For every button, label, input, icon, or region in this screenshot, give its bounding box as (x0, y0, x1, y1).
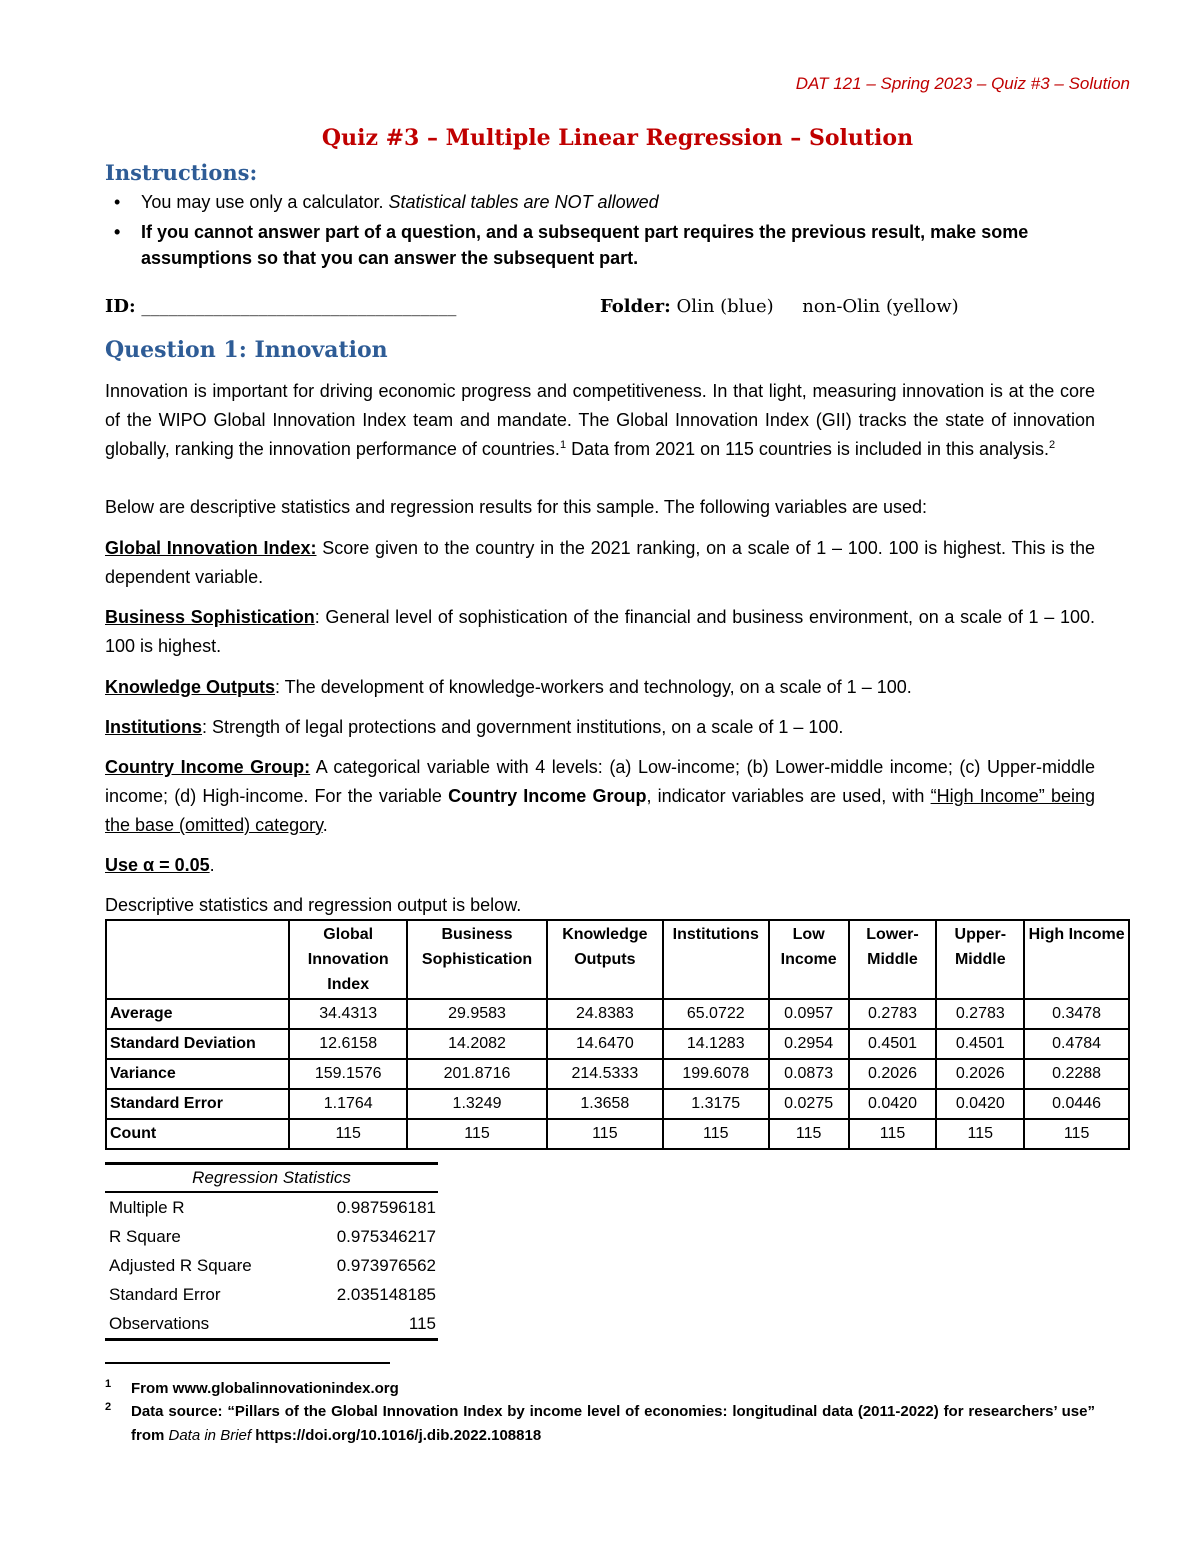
table-cell: 29.9583 (407, 999, 547, 1029)
table-cell: 0.2026 (849, 1059, 937, 1089)
table-intro: Descriptive statistics and regression output is below. (105, 895, 522, 915)
alpha-value: Use α = 0.05 (105, 855, 210, 875)
punctuation: . (322, 815, 328, 835)
row-header: Average (106, 999, 289, 1029)
table-cell: 159.1576 (289, 1059, 407, 1089)
table-cell: 0.0420 (849, 1089, 937, 1119)
table-cell: 0.3478 (1024, 999, 1129, 1029)
table-cell: 1.3249 (407, 1089, 547, 1119)
table-cell: 214.5333 (547, 1059, 663, 1089)
variable-term: Global Innovation Index: (105, 538, 317, 558)
intro-paragraph (105, 377, 1095, 464)
variable-desc: Score given to the country in the 2021 ranking, on a scale of 1 – 100. 100 is highest. This is the dependent variable. (105, 538, 1095, 587)
variable-term: Business Sophistication (105, 607, 315, 627)
row-header: Standard Error (106, 1089, 289, 1119)
table-row (106, 999, 1129, 1029)
footnote-2 (105, 1400, 1095, 1448)
column-header: Institutions (663, 920, 769, 999)
variable-emphasis: Country Income Group (448, 786, 647, 806)
intro-text: Innovation is important for driving economic progress and competitiveness. In that light, measuring innovation is at the core of the WIPO Global Innovation Index team and mandate. The Global Innovation Index (GII) tracks the state of innovation globally, ranking the innovation performance of countries. (105, 381, 1095, 459)
doi-link[interactable]: https://doi.org/10.1016/j.dib.2022.108818 (251, 1427, 542, 1444)
table-cell: 0.0446 (1024, 1089, 1129, 1119)
alpha-line (105, 851, 1095, 880)
table-cell: 12.6158 (289, 1029, 407, 1059)
column-header: Global Innovation Index (289, 920, 407, 999)
folder-label: Folder: (600, 296, 671, 317)
table-cell: 14.1283 (663, 1029, 769, 1059)
column-header: Low Income (769, 920, 849, 999)
table-cell: 1.1764 (289, 1089, 407, 1119)
regression-caption: Regression Statistics (105, 1165, 438, 1193)
id-blank: ___________________________________ (141, 296, 457, 317)
row-header: Variance (106, 1059, 289, 1089)
variable-knowledge (105, 673, 1095, 702)
instruction-text: You may use only a calculator. (141, 192, 389, 212)
footnote-source: Data source: “Pillars of the Global Innovation Index by income level of economies: longitudinal data (2011-2022) for researchers’ use” from (131, 1403, 1095, 1444)
table-cell: 1.3658 (547, 1089, 663, 1119)
variable-desc: : Strength of legal protections and government institutions, on a scale of 1 – 100. (202, 717, 844, 737)
table-row (106, 1059, 1129, 1089)
regression-row (105, 1222, 438, 1251)
table-cell: 0.0873 (769, 1059, 849, 1089)
stat-label: Multiple R (109, 1198, 185, 1217)
table-cell: 0.2783 (849, 999, 937, 1029)
footnote-ref-1: 1 (559, 439, 567, 451)
id-line (105, 296, 1130, 317)
table-cell: 14.2082 (407, 1029, 547, 1059)
table-cell: 115 (769, 1119, 849, 1149)
instruction-item (105, 189, 1095, 215)
table-cell: 24.8383 (547, 999, 663, 1029)
table-cell: 0.4784 (1024, 1029, 1129, 1059)
variable-institutions (105, 713, 1095, 742)
footnote-text: From www.globalinnovationindex.org (131, 1380, 399, 1397)
table-cell: 0.0420 (936, 1089, 1024, 1119)
table-cell: 199.6078 (663, 1059, 769, 1089)
table-cell: 14.6470 (547, 1029, 663, 1059)
table-cell: 115 (849, 1119, 937, 1149)
footnote-1 (105, 1377, 1095, 1401)
table-cell: 115 (407, 1119, 547, 1149)
variable-gii (105, 534, 1095, 592)
regression-stats-table (105, 1162, 438, 1341)
stat-value: 0.987596181 (336, 1198, 436, 1217)
table-row (106, 1029, 1129, 1059)
footnote-text (105, 1400, 1095, 1448)
column-header: Business Sophistication (407, 920, 547, 999)
variable-desc: A categorical variable with 4 levels: (a) Low-income; (b) Lower-middle income; (c) Upper-middle income; (d) High-income. For the variable (105, 757, 1096, 806)
folder-field (600, 296, 959, 317)
variable-term: Country Income Group: (105, 757, 311, 777)
column-header (106, 920, 289, 999)
footnote-ref-2: 2 (1049, 439, 1056, 451)
column-header: Knowledge Outputs (547, 920, 663, 999)
table-cell: 0.2288 (1024, 1059, 1129, 1089)
table-cell: 115 (936, 1119, 1024, 1149)
running-header: DAT 121 – Spring 2023 – Quiz #3 – Solution (795, 74, 1130, 93)
table-cell: 115 (1024, 1119, 1129, 1149)
footnote-number: 2 (105, 1401, 112, 1413)
table-cell: 0.4501 (849, 1029, 937, 1059)
table-header-row (106, 920, 1129, 999)
regression-row (105, 1280, 438, 1309)
stat-label: Observations (109, 1314, 210, 1333)
column-header: Upper-Middle (936, 920, 1024, 999)
table-cell: 0.0275 (769, 1089, 849, 1119)
footnote-number: 1 (105, 1378, 112, 1390)
punctuation: . (209, 855, 215, 875)
table-cell: 0.4501 (936, 1029, 1024, 1059)
table-cell: 115 (547, 1119, 663, 1149)
stat-label: Adjusted R Square (109, 1256, 252, 1275)
table-cell: 115 (663, 1119, 769, 1149)
variable-term: Knowledge Outputs (105, 677, 275, 697)
table-cell: 65.0722 (663, 999, 769, 1029)
journal-name: Data in Brief (168, 1427, 252, 1444)
row-header: Count (106, 1119, 289, 1149)
stat-value: 0.975346217 (336, 1227, 436, 1246)
question1-heading: Question 1: Innovation (105, 337, 388, 363)
intro-text: Data from 2021 on 115 countries is included in this analysis. (566, 439, 1049, 459)
folder-options: Olin (blue) non-Olin (yellow) (676, 296, 959, 317)
variable-term: Institutions (105, 717, 202, 737)
id-label: ID: (105, 296, 136, 317)
regression-row (105, 1193, 438, 1222)
stat-label: Standard Error (109, 1285, 221, 1304)
variable-desc: : The development of knowledge-workers and technology, on a scale of 1 – 100. (275, 677, 912, 697)
table-cell: 34.4313 (289, 999, 407, 1029)
row-header: Standard Deviation (106, 1029, 289, 1059)
variables-intro: Below are descriptive statistics and regression results for this sample. The following variables are used: (105, 497, 928, 517)
instruction-emphasis: Statistical tables are NOT allowed (388, 192, 659, 212)
regression-row (105, 1309, 438, 1338)
variable-income-group (105, 753, 1095, 840)
column-header: High Income (1024, 920, 1129, 999)
table-cell: 1.3175 (663, 1089, 769, 1119)
column-header: Lower-Middle (849, 920, 937, 999)
base-category-note: “High Income” being the base (omitted) category (105, 786, 1095, 835)
table-row (106, 1119, 1129, 1149)
table-cell: 201.8716 (407, 1059, 547, 1089)
variable-desc: : General level of sophistication of the financial and business environment, on a scale of 1 – 100. 100 is highest. (105, 607, 1095, 656)
table-row (106, 1089, 1129, 1119)
stat-value: 0.973976562 (336, 1256, 436, 1275)
table-cell: 115 (289, 1119, 407, 1149)
variable-desc: , indicator variables are used, with (646, 786, 931, 806)
stat-value: 115 (408, 1314, 436, 1333)
variable-business (105, 603, 1095, 661)
instruction-item: • If you cannot answer part of a question, and a subsequent part requires the previous result, make some assumptions so that you can answer the subsequent part. (105, 219, 1095, 271)
stat-value: 2.035148185 (336, 1285, 436, 1304)
footnote-separator (105, 1362, 390, 1364)
table-cell: 0.2954 (769, 1029, 849, 1059)
table-cell: 0.0957 (769, 999, 849, 1029)
instructions-heading: Instructions: (105, 160, 258, 185)
regression-row (105, 1251, 438, 1280)
table-cell: 0.2783 (936, 999, 1024, 1029)
descriptive-stats-table (105, 919, 1130, 1150)
stat-label: R Square (109, 1227, 181, 1246)
page-title: Quiz #3 – Multiple Linear Regression – Solution (321, 125, 914, 151)
table-cell: 0.2026 (936, 1059, 1024, 1089)
instructions-list (105, 189, 1095, 271)
